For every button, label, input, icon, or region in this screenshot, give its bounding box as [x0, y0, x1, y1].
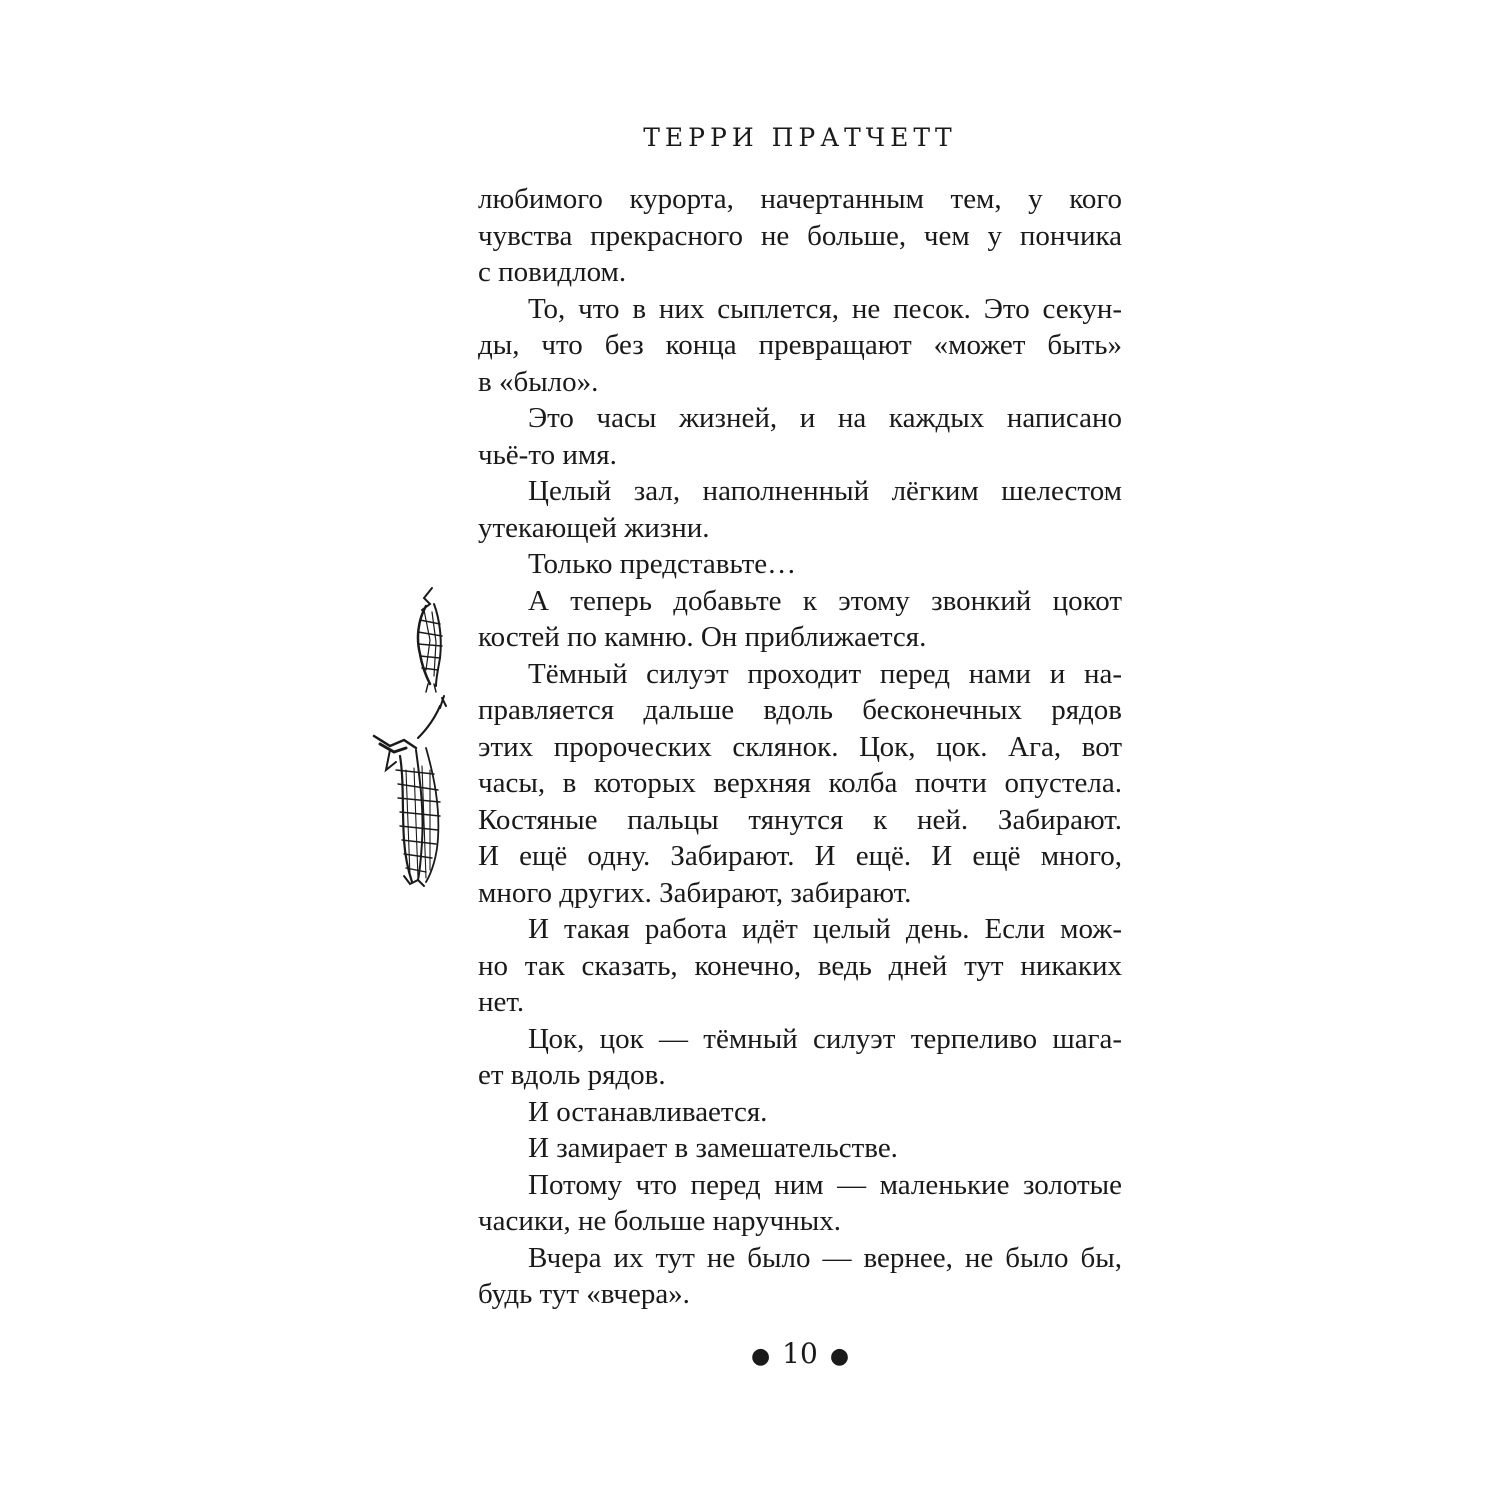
page-number: [478, 1334, 1122, 1377]
bullet-icon: ●: [750, 1344, 771, 1369]
text-line: этих пророческих склянок. Цок, цок. Ага, вот: [478, 730, 1122, 763]
grim-reaper-sketch-illustration: [360, 580, 460, 890]
text-line: Это часы жизней, и на каждых написано: [528, 402, 1122, 434]
running-head: ТЕРРИ ПРАТЧЕТТ: [643, 123, 957, 152]
text-line: но так сказать, конечно, ведь дней тут никаких: [478, 949, 1122, 982]
text-line: много других. Забирают, забирают.: [478, 876, 912, 909]
text-line: будь тут «вчера».: [478, 1278, 690, 1310]
text-line: чувства прекрасного не больше, чем у пончика: [478, 219, 1122, 252]
text-line: чьё-то имя.: [478, 438, 617, 471]
bullet-icon: ●: [829, 1344, 850, 1369]
text-line: любимого курорта, начертанным тем, у кого: [478, 183, 1122, 215]
text-line: Целый зал, наполненный лёгким шелестом: [528, 475, 1122, 507]
text-line: И останавливается.: [528, 1095, 768, 1128]
text-line: ды, что без конца превращают «может быть»: [478, 329, 1122, 361]
text-line: в «было».: [478, 365, 599, 398]
text-line: часы, в которых верхняя колба почти опустела.: [478, 767, 1122, 799]
text-line: То, что в них сыплется, не песок. Это секун-: [528, 292, 1122, 325]
text-line: Костяные пальцы тянутся к ней. Забирают.: [478, 803, 1122, 836]
text-line: И замирает в замешательстве.: [528, 1132, 898, 1164]
text-line: Тёмный силуэт проходит перед нами и на-: [528, 657, 1122, 690]
text-line: с повидлом.: [478, 256, 627, 288]
text-line: ет вдоль рядов.: [478, 1059, 666, 1091]
text-line: утекающей жизни.: [478, 511, 710, 544]
text-line: нет.: [478, 986, 525, 1018]
page-number-value: 10: [782, 1337, 818, 1370]
text-line: И такая работа идёт целый день. Если мож-: [528, 913, 1122, 945]
text-line: правляется дальше вдоль бесконечных рядов: [478, 694, 1122, 726]
text-line: А теперь добавьте к этому звонкий цокот: [528, 584, 1122, 617]
text-line: часики, не больше наручных.: [478, 1205, 841, 1237]
text-line: И ещё одну. Забирают. И ещё. И ещё много,: [478, 840, 1122, 872]
text-line: Потому что перед ним — маленькие золотые: [528, 1168, 1122, 1201]
text-line: Вчера их тут не было — вернее, не было бы,: [528, 1241, 1122, 1274]
text-line: Цок, цок — тёмный силуэт терпеливо шага-: [528, 1022, 1122, 1055]
text-line: костей по камню. Он приближается.: [478, 621, 927, 653]
body-text: [478, 181, 1122, 1313]
text-line: Только представьте…: [528, 548, 797, 580]
